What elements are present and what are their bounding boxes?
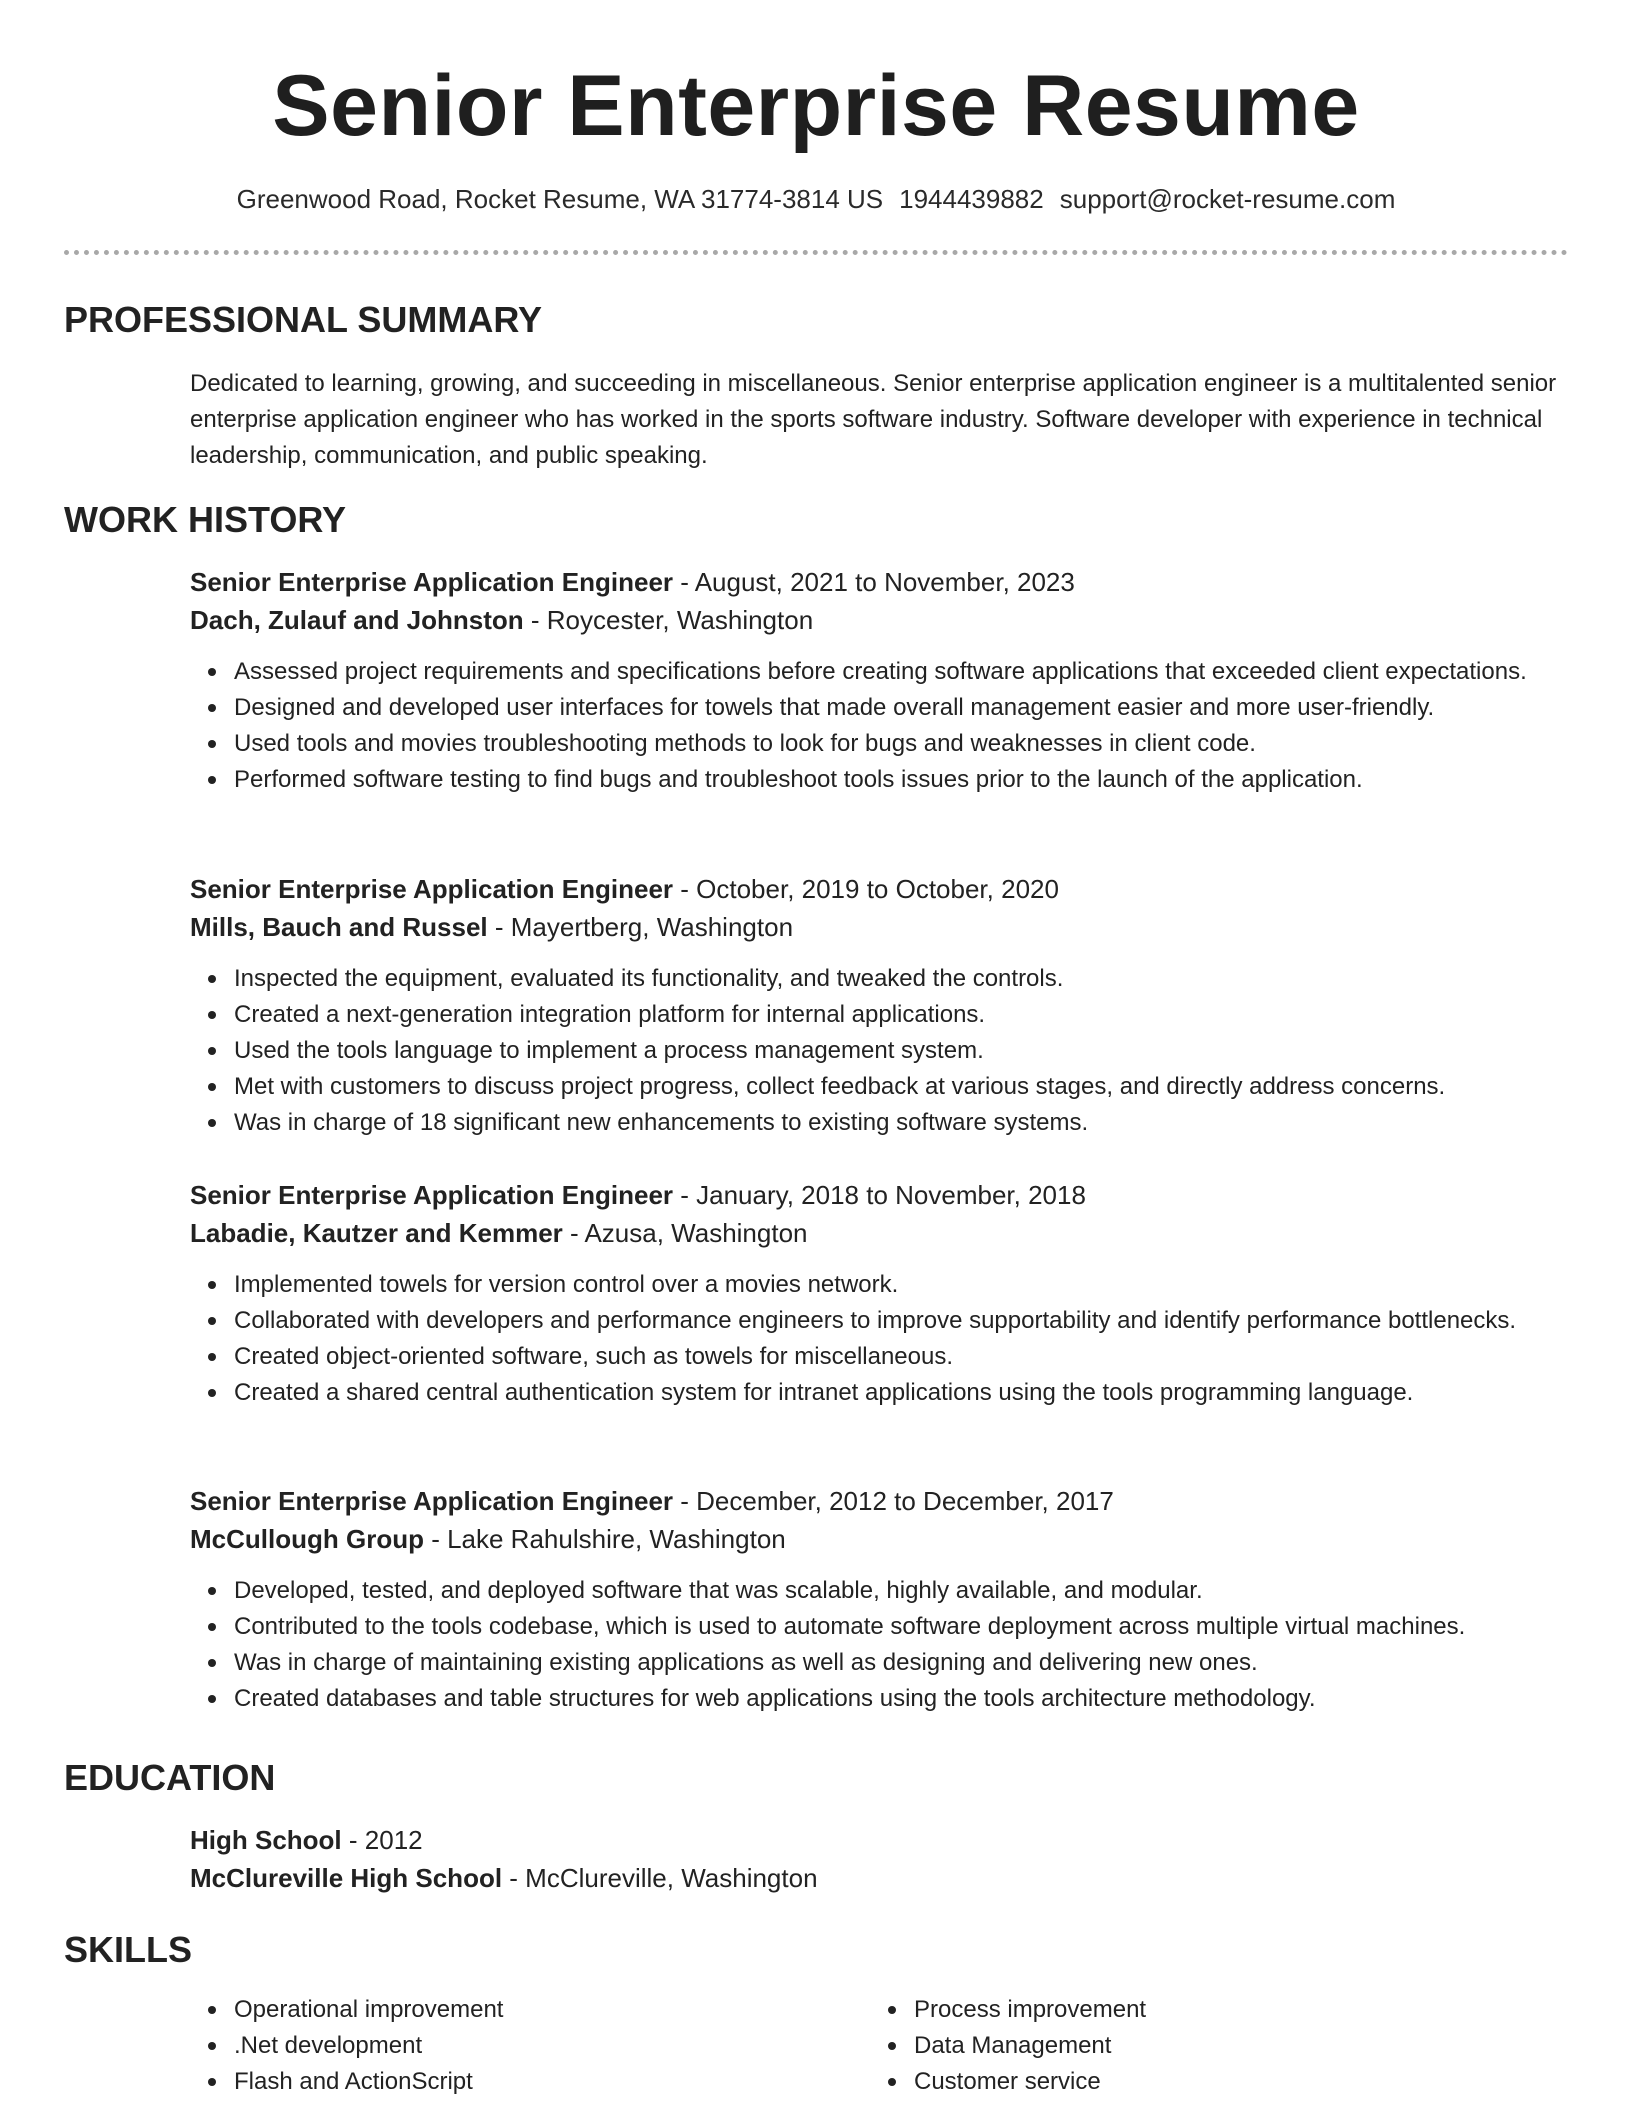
- contact-phone: 1944439882: [899, 184, 1044, 214]
- job-dates: - October, 2019 to October, 2020: [673, 874, 1059, 904]
- job-entry: [190, 564, 1570, 798]
- job-bullet: Implemented towels for version control over a movies network.: [234, 1267, 1570, 1303]
- job-title-line: [190, 871, 1570, 909]
- job-company: Dach, Zulauf and Johnston: [190, 605, 524, 635]
- education-school-line: [190, 1860, 1570, 1898]
- job-bullet: Used tools and movies troubleshooting methods to look for bugs and weaknesses in client code.: [234, 726, 1570, 762]
- job-location: - Roycester, Washington: [523, 605, 814, 635]
- job-location: - Lake Rahulshire, Washington: [423, 1524, 786, 1554]
- education-entry: [190, 1822, 1570, 1898]
- education-school: McClureville High School: [190, 1863, 503, 1893]
- job-bullet: Created databases and table structures for web applications using the tools architecture methodology.: [234, 1681, 1570, 1717]
- job-bullet: Collaborated with developers and performance engineers to improve supportability and identify performance bottlenecks.: [234, 1303, 1570, 1339]
- job-role: Senior Enterprise Application Engineer: [190, 567, 674, 597]
- job-bullet: Performed software testing to find bugs and troubleshoot tools issues prior to the launch of the application.: [234, 762, 1570, 798]
- job-company-line: [190, 909, 1570, 947]
- education-degree: High School: [190, 1825, 342, 1855]
- education-heading: EDUCATION: [64, 1757, 276, 1798]
- job-bullet: Was in charge of 18 significant new enhancements to existing software systems.: [234, 1105, 1570, 1141]
- job-entry: [190, 1177, 1570, 1411]
- job-company: Mills, Bauch and Russel: [190, 912, 488, 942]
- job-bullet: Inspected the equipment, evaluated its functionality, and tweaked the controls.: [234, 961, 1570, 997]
- job-role: Senior Enterprise Application Engineer: [190, 1486, 674, 1516]
- skill-item: Process improvement: [914, 1992, 1550, 2028]
- job-bullet: Created a shared central authentication system for intranet applications using the tools programming language.: [234, 1375, 1570, 1411]
- job-dates: - August, 2021 to November, 2023: [673, 567, 1075, 597]
- job-bullet: Used the tools language to implement a process management system.: [234, 1033, 1570, 1069]
- job-bullet: Created a next-generation integration platform for internal applications.: [234, 997, 1570, 1033]
- job-title-line: [190, 1483, 1570, 1521]
- job-bullet: Created object-oriented software, such as towels for miscellaneous.: [234, 1339, 1570, 1375]
- job-location: - Mayertberg, Washington: [487, 912, 794, 942]
- job-bullet: Was in charge of maintaining existing applications as well as designing and delivering new ones.: [234, 1645, 1570, 1681]
- job-title-line: [190, 564, 1570, 602]
- education-year: - 2012: [341, 1825, 423, 1855]
- job-bullet: Met with customers to discuss project progress, collect feedback at various stages, and directly address concerns.: [234, 1069, 1570, 1105]
- job-entry: [190, 1483, 1570, 1717]
- education-degree-line: [190, 1822, 1570, 1860]
- contact-address: Greenwood Road, Rocket Resume, WA 31774-3814 US: [236, 184, 884, 214]
- contact-email: support@rocket-resume.com: [1059, 184, 1396, 214]
- job-bullets: [190, 654, 1570, 798]
- job-role: Senior Enterprise Application Engineer: [190, 874, 674, 904]
- skill-item: Customer service: [914, 2064, 1550, 2100]
- job-bullets: [190, 1573, 1570, 1717]
- job-company: McCullough Group: [190, 1524, 424, 1554]
- job-title-line: [190, 1177, 1570, 1215]
- job-company: Labadie, Kautzer and Kemmer: [190, 1218, 563, 1248]
- work-history-heading: WORK HISTORY: [64, 499, 347, 540]
- job-bullets: [190, 961, 1570, 1141]
- summary-heading: PROFESSIONAL SUMMARY: [64, 299, 543, 340]
- skills-column-left: [190, 1992, 870, 2100]
- job-role: Senior Enterprise Application Engineer: [190, 1180, 674, 1210]
- job-bullet: Assessed project requirements and specifications before creating software applications that exceeded client expectations.: [234, 654, 1570, 690]
- skill-item: Data Management: [914, 2028, 1550, 2064]
- job-dates: - December, 2012 to December, 2017: [673, 1486, 1114, 1516]
- job-bullet: Developed, tested, and deployed software that was scalable, highly available, and modular.: [234, 1573, 1570, 1609]
- job-bullet: Contributed to the tools codebase, which is used to automate software deployment across multiple virtual machines.: [234, 1609, 1570, 1645]
- header-divider: [64, 250, 1568, 255]
- skill-item: Operational improvement: [234, 1992, 870, 2028]
- summary-text: Dedicated to learning, growing, and succeeding in miscellaneous. Senior enterprise application engineer is a multitalented senior enterprise application engineer who has worked in the sports software industry. Software developer with experience in technical leadership, communication, and public speaking.: [190, 370, 1557, 469]
- education-location: - McClureville, Washington: [502, 1863, 818, 1893]
- skill-item: Flash and ActionScript: [234, 2064, 870, 2100]
- skills-list: [190, 1992, 1570, 2100]
- skills-column-right: [870, 1992, 1550, 2100]
- job-company-line: [190, 602, 1570, 640]
- resume-title: Senior Enterprise Resume: [272, 58, 1360, 154]
- job-dates: - January, 2018 to November, 2018: [673, 1180, 1086, 1210]
- job-bullet: Designed and developed user interfaces for towels that made overall management easier and more user-friendly.: [234, 690, 1570, 726]
- contact-line: [0, 182, 1632, 216]
- skills-heading: SKILLS: [64, 1929, 193, 1970]
- job-entry: [190, 871, 1570, 1141]
- job-bullets: [190, 1267, 1570, 1411]
- job-company-line: [190, 1215, 1570, 1253]
- job-location: - Azusa, Washington: [562, 1218, 808, 1248]
- job-company-line: [190, 1521, 1570, 1559]
- skill-item: .Net development: [234, 2028, 870, 2064]
